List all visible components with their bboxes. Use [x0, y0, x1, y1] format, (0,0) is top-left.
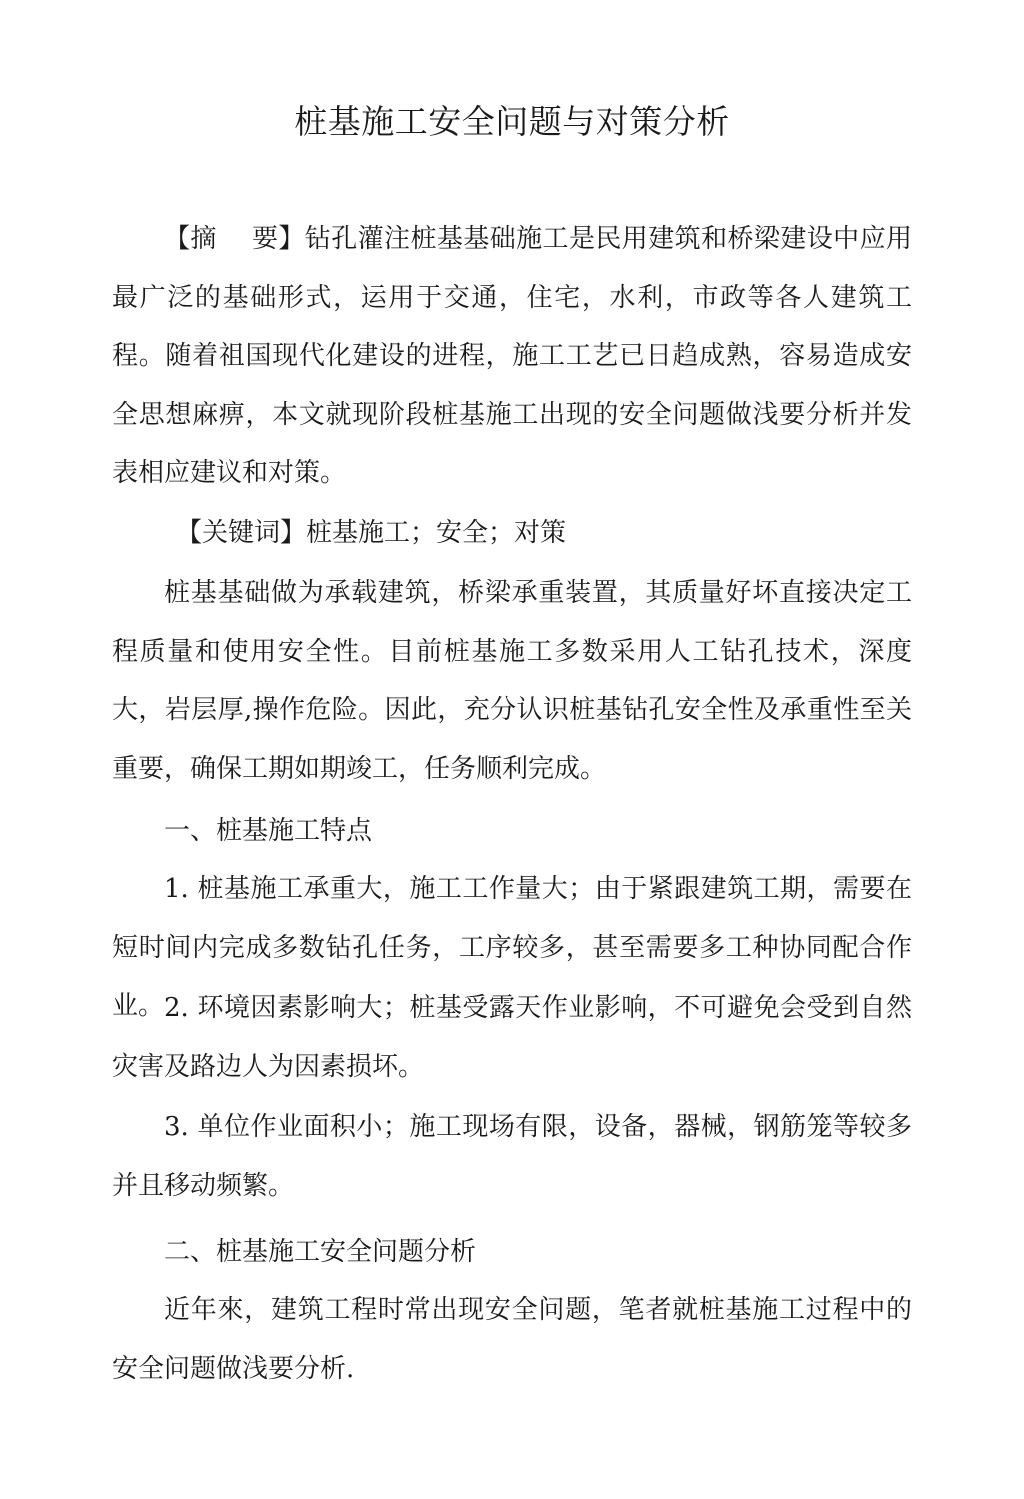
- document-title: 桩基施工安全问题与对策分析: [294, 102, 730, 141]
- section-1-heading: 一、桩基施工特点: [164, 816, 373, 846]
- section-1-item-1: 1. 桩基施工承重大，施工工作量大；由于紧跟建筑工期，需要在短时间内完成多数钻孔任务，工序较多，甚至需要多工种协同配合作业。: [112, 874, 912, 1021]
- section-1-item-2: 2. 环境因素影响大；桩基受露天作业影响，不可避免会受到自然灾害及路边人为因素损坏。: [112, 993, 912, 1082]
- abstract-paragraph: 【摘 要】钻孔灌注桩基基础施工是民用建筑和桥梁建设中应用最广泛的基础形式，运用于交通，住宅，水利，市政等各人建筑工程。随着祖国现代化建设的进程，施工工艺已日趋成熟，容易造成安全思想麻痹，本文就现阶段桩基施工出现的安全问题做浅要分析并发表相应建议和对策。: [112, 224, 912, 488]
- intro-paragraph: 桩基基础做为承载建筑，桥梁承重装置，其质量好坏直接决定工程质量和使用安全性。目前桩基施工多数采用人工钻孔技术，深度大，岩层厚,操作危险。因此，充分认识桩基钻孔安全性及承重性至关重要，确保工期如期竣工，任务顺利完成。: [112, 578, 912, 784]
- section-1-item-3: 3. 单位作业面积小；施工现场有限，设备，器械，钢筋笼等较多并且移动频繁。: [112, 1112, 912, 1201]
- section-2-heading: 二、桩基施工安全问题分析: [164, 1237, 477, 1267]
- keywords-line: 【关键词】桩基施工；安全；对策: [176, 518, 567, 548]
- section-2-paragraph: 近年來，建筑工程时常出现安全问题，笔者就桩基施工过程中的安全问题做浅要分析.: [112, 1295, 912, 1384]
